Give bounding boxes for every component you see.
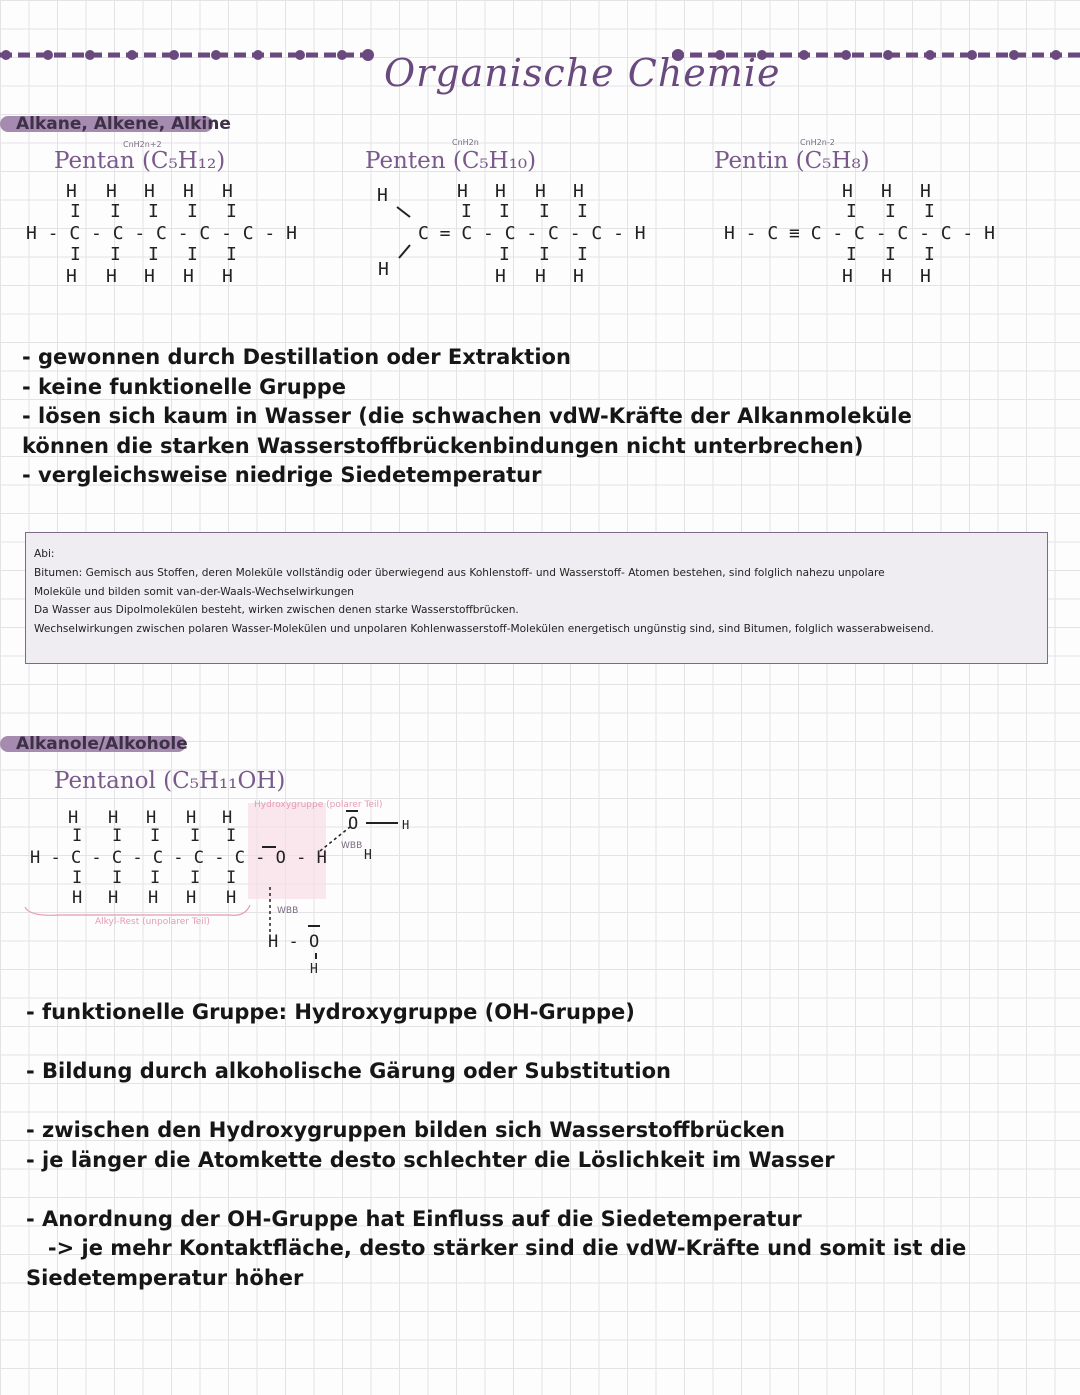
abi-note-box [25, 532, 1048, 664]
penten-name: Penten (C₅H₁₀) [365, 148, 537, 174]
svg-text:I: I [112, 826, 123, 846]
svg-text:I: I [190, 868, 201, 888]
svg-text:H: H [108, 808, 119, 828]
list-item: - gewonnen durch Destillation oder Extraktion [22, 345, 571, 369]
svg-text:I: I [846, 244, 857, 265]
svg-text:H: H [222, 181, 233, 202]
svg-text:I: I [110, 201, 121, 222]
svg-text:H: H [377, 185, 388, 206]
list-spacer [26, 1028, 966, 1058]
svg-text:H: H [186, 888, 197, 908]
pentanol-name: Pentanol (C₅H₁₁OH) [54, 768, 286, 794]
svg-text:H: H [186, 808, 197, 828]
svg-text:H: H [183, 266, 194, 287]
svg-text:O: O [348, 814, 359, 834]
svg-text:H: H [66, 181, 77, 202]
alcohol-properties-list [26, 998, 966, 1293]
svg-text:H: H [146, 808, 157, 828]
pentin-formula-note: CnH2n-2 [800, 138, 835, 147]
abi-line: Moleküle und bilden somit van-der-Waals-Wechselwirkungen [34, 585, 354, 598]
abi-line: Wechselwirkungen zwischen polaren Wasser-Molekülen und unpolaren Kohlenwasserstoff-Molekülen energetisch ungünstig sind, sind Bitumen, folglich wasserabweisend. [34, 623, 934, 636]
svg-text:I: I [539, 244, 550, 265]
svg-text:H: H [573, 181, 584, 202]
svg-text:I: I [226, 868, 237, 888]
svg-text:H: H [222, 266, 233, 287]
svg-text:I: I [461, 201, 472, 222]
abi-line: Da Wasser aus Dipolmolekülen besteht, wirken zwischen denen starke Wasserstoffbrücken. [34, 604, 519, 617]
svg-text:I: I [499, 201, 510, 222]
list-item: - Bildung durch alkoholische Gärung oder Substitution [26, 1059, 672, 1083]
svg-text:I: I [70, 244, 81, 265]
svg-text:I: I [577, 201, 588, 222]
list-spacer [26, 1087, 966, 1117]
svg-text:H: H [842, 181, 853, 202]
hydroxy-group-label: Hydroxygruppe (polarer Teil) [254, 800, 383, 810]
svg-text:H: H [535, 266, 546, 287]
alkane-properties-list [22, 343, 912, 491]
svg-text:I: I [150, 826, 161, 846]
title-banner [0, 25, 1080, 95]
pentin-name: Pentin (C₅H₈) [714, 148, 870, 174]
svg-text:H: H [920, 181, 931, 202]
svg-text:H: H [183, 181, 194, 202]
svg-text:H: H [495, 266, 506, 287]
svg-text:H: H [66, 266, 77, 287]
svg-text:H: H [842, 266, 853, 287]
svg-text:I: I [226, 201, 237, 222]
list-item: - vergleichsweise niedrige Siedetemperatur [22, 463, 542, 487]
svg-text:I: I [187, 244, 198, 265]
section-tab-label: Alkane, Alkene, Alkine [16, 114, 231, 134]
svg-text:I: I [539, 201, 550, 222]
svg-text:H - C ≡ C - C - C - C - H: H - C ≡ C - C - C - C - H [724, 223, 995, 244]
svg-text:H: H [106, 181, 117, 202]
svg-text:I: I [846, 201, 857, 222]
svg-text:I: I [226, 826, 237, 846]
svg-text:H: H [495, 181, 506, 202]
svg-text:H: H [378, 259, 389, 280]
svg-text:H: H [222, 808, 233, 828]
pentan-formula-note: CnH2n+2 [123, 140, 162, 149]
svg-text:H: H [881, 266, 892, 287]
svg-text:I: I [924, 244, 935, 265]
svg-text:H: H [108, 888, 119, 908]
svg-text:H: H [68, 808, 79, 828]
list-item: -> je mehr Kontaktfläche, desto stärker sind die vdW-Kräfte und somit ist die [26, 1236, 967, 1260]
svg-text:H: H [881, 181, 892, 202]
section-tab-alkanes [0, 114, 231, 134]
list-item: - funktionelle Gruppe: Hydroxygruppe (OH-Gruppe) [26, 1000, 635, 1024]
svg-text:I: I [148, 244, 159, 265]
svg-text:I: I [148, 201, 159, 222]
svg-text:H: H [573, 266, 584, 287]
section-tab-alcohols [0, 736, 186, 752]
page-title: Organische Chemie [384, 51, 781, 95]
abi-line: Bitumen: Gemisch aus Stoffen, deren Moleküle vollständig oder überwiegend aus Kohlenstoff- und Wasserstoff- Atomen bestehen, sind folglich nahezu unpolare [34, 566, 885, 579]
svg-text:I: I [190, 826, 201, 846]
section-tab-label: Alkanole/Alkohole [16, 734, 188, 754]
svg-text:H: H [148, 888, 159, 908]
svg-text:H: H [920, 266, 931, 287]
alkyl-rest-label: Alkyl-Rest (unpolarer Teil) [95, 917, 210, 927]
list-spacer [26, 1175, 966, 1205]
list-item: - Anordnung der OH-Gruppe hat Einfluss auf die Siedetemperatur [26, 1206, 802, 1231]
wbb-label-2: WBB [277, 906, 299, 916]
abi-line: Abi: [34, 548, 55, 560]
svg-text:I: I [226, 244, 237, 265]
wbb-label-1: WBB [341, 841, 363, 851]
list-item: - keine funktionelle Gruppe [22, 374, 347, 399]
list-item: - je länger die Atomkette desto schlechter die Löslichkeit im Wasser [26, 1147, 835, 1172]
svg-text:H: H [226, 888, 237, 908]
svg-text:H - C - C - C - C - C - O - H: H - C - C - C - C - C - O - H [30, 848, 327, 868]
list-item: können die starken Wasserstoffbrückenbindungen nicht unterbrechen) [22, 433, 864, 458]
svg-text:I: I [110, 244, 121, 265]
svg-text:H: H [402, 818, 410, 832]
list-item: Siedetemperatur höher [26, 1265, 304, 1290]
svg-text:H - C - C - C - C - C - H: H - C - C - C - C - C - H [26, 223, 297, 244]
svg-text:I: I [499, 244, 510, 265]
svg-text:I: I [187, 201, 198, 222]
svg-text:H: H [310, 962, 318, 977]
svg-text:H: H [535, 181, 546, 202]
svg-text:H: H [457, 181, 468, 202]
structural-formulas-hydrocarbons [0, 175, 1080, 295]
svg-text:I: I [72, 868, 83, 888]
pentanol-structure [0, 795, 500, 990]
svg-text:I: I [72, 826, 83, 846]
list-item: - zwischen den Hydroxygruppen bilden sich Wasserstoffbrücken [26, 1118, 785, 1142]
svg-text:I: I [150, 868, 161, 888]
pentan-name: Pentan (C₅H₁₂) [54, 148, 226, 174]
svg-text:H: H [72, 888, 83, 908]
svg-text:H: H [144, 266, 155, 287]
svg-text:I: I [885, 201, 896, 222]
svg-text:H: H [364, 848, 372, 863]
svg-text:H: H [144, 181, 155, 202]
svg-text:I: I [70, 201, 81, 222]
svg-text:I: I [924, 201, 935, 222]
svg-text:H - O: H - O [268, 932, 320, 952]
svg-text:I: I [885, 244, 896, 265]
svg-text:C = C - C - C - C - H: C = C - C - C - C - H [418, 223, 646, 244]
svg-text:H: H [106, 266, 117, 287]
penten-formula-note: CnH2n [452, 138, 479, 147]
svg-text:I: I [577, 244, 588, 265]
svg-text:I: I [112, 868, 123, 888]
list-item: - lösen sich kaum in Wasser (die schwachen vdW-Kräfte der Alkanmoleküle [22, 404, 912, 428]
